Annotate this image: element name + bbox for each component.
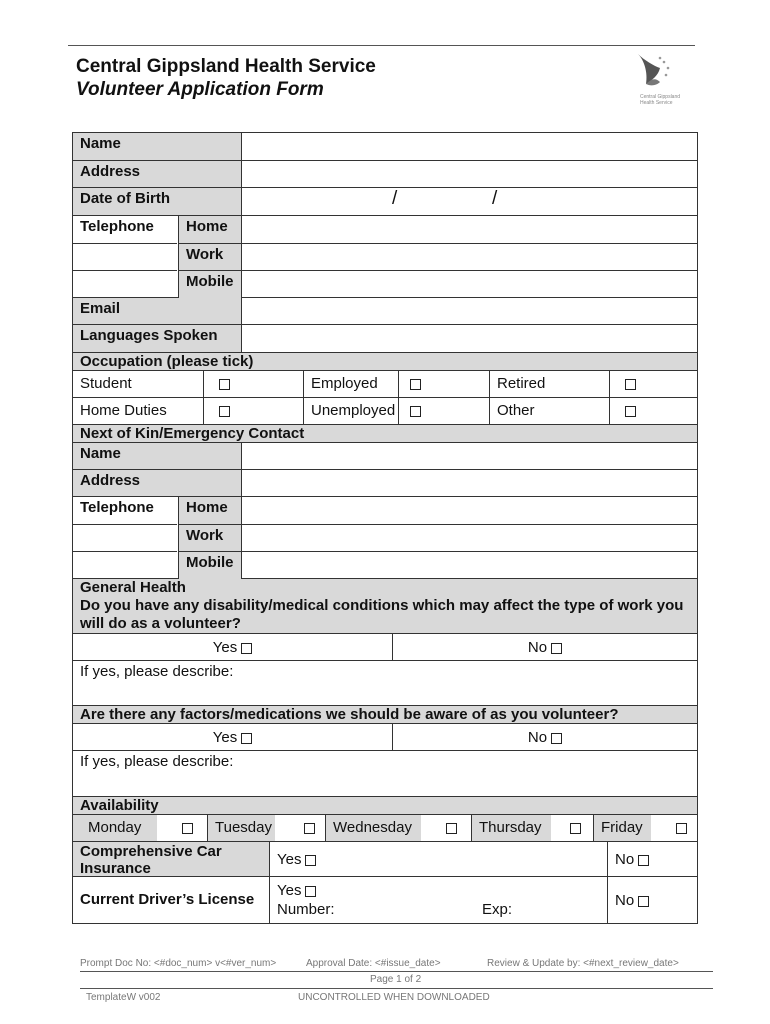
license-no-cell bbox=[607, 877, 697, 923]
label-telephone: Telephone bbox=[80, 218, 154, 235]
kin-heading: Next of Kin/Emergency Contact bbox=[80, 425, 305, 442]
kin-label-work: Work bbox=[178, 524, 241, 551]
health-question-2: Are there any factors/medications we should be aware of as you volunteer? bbox=[80, 706, 619, 723]
divider bbox=[73, 243, 177, 244]
row-dob bbox=[72, 188, 698, 216]
form-title: Volunteer Application Form bbox=[76, 79, 324, 100]
kin-label-address: Address bbox=[73, 470, 241, 496]
kin-label-name: Name bbox=[73, 443, 241, 469]
footer-rule-1 bbox=[80, 971, 713, 972]
kin-heading-row bbox=[72, 425, 698, 443]
label-name: Name bbox=[73, 133, 241, 160]
license-no-checkbox[interactable] bbox=[638, 896, 649, 907]
home-duties-checkbox[interactable] bbox=[219, 406, 230, 417]
kin-label-home: Home bbox=[178, 497, 241, 524]
kin-mobile-phone-field[interactable] bbox=[241, 551, 697, 579]
kin-row-telephone bbox=[72, 497, 698, 579]
kin-row-name bbox=[72, 443, 698, 470]
kin-address-field[interactable] bbox=[241, 470, 697, 496]
license-yes-label: Yes bbox=[277, 882, 302, 899]
license-detail-cell bbox=[269, 877, 607, 923]
footer-rule-2 bbox=[80, 988, 713, 989]
work-phone-field[interactable] bbox=[241, 243, 697, 270]
kin-label-telephone: Telephone bbox=[80, 499, 154, 516]
logo-text: Central Gippsland Health Service bbox=[640, 94, 681, 106]
availability-heading-row bbox=[72, 797, 698, 815]
occ-employed-cell bbox=[398, 371, 489, 397]
occ-student-cell bbox=[203, 371, 303, 397]
insurance-yes-checkbox[interactable] bbox=[305, 855, 316, 866]
footer-template: TemplateW v002 bbox=[86, 992, 161, 1003]
footer-page: Page 1 of 2 bbox=[370, 974, 422, 985]
label-dob: Date of Birth bbox=[73, 188, 241, 215]
insurance-row bbox=[72, 842, 698, 877]
row-languages bbox=[72, 325, 698, 353]
health-block bbox=[73, 579, 697, 633]
dob-slash-2: / bbox=[492, 188, 498, 209]
kin-row-address bbox=[72, 470, 698, 497]
occ-unemployed-cell bbox=[398, 398, 489, 424]
wednesday-checkbox[interactable] bbox=[446, 823, 457, 834]
dob-slash-1: / bbox=[392, 188, 398, 209]
q1-yes-label: Yes bbox=[212, 639, 238, 656]
kin-work-phone-field[interactable] bbox=[241, 524, 697, 551]
name-field[interactable] bbox=[241, 133, 697, 160]
q1-no-label: No bbox=[527, 639, 548, 656]
occupation-row-2 bbox=[72, 398, 698, 425]
day-tuesday-label: Tuesday bbox=[207, 815, 275, 841]
health-heading: General Health bbox=[80, 579, 186, 596]
q1-no-checkbox[interactable] bbox=[551, 643, 562, 654]
dob-field[interactable] bbox=[241, 188, 697, 215]
license-exp-label: Exp: bbox=[482, 901, 513, 918]
occ-other-label: Other bbox=[489, 398, 609, 424]
row-email bbox=[72, 298, 698, 325]
languages-field[interactable] bbox=[241, 325, 697, 352]
license-label: Current Driver’s License bbox=[80, 891, 255, 908]
q2-no-cell bbox=[392, 724, 697, 750]
q1-answer-row bbox=[72, 634, 698, 661]
license-yes-checkbox[interactable] bbox=[305, 886, 316, 897]
q2-yes-cell bbox=[73, 724, 392, 750]
availability-heading: Availability bbox=[80, 797, 159, 814]
occupation-row-1 bbox=[72, 371, 698, 398]
q2-answer-row bbox=[72, 724, 698, 751]
availability-days-row bbox=[72, 815, 698, 842]
divider bbox=[73, 524, 177, 525]
insurance-yes-cell bbox=[269, 842, 607, 876]
row-address bbox=[72, 161, 698, 188]
label-work: Work bbox=[178, 243, 241, 270]
day-tuesday-cell bbox=[275, 815, 325, 841]
insurance-no-label: No bbox=[615, 851, 635, 868]
q2-describe-field[interactable] bbox=[73, 751, 697, 796]
home-phone-field[interactable] bbox=[241, 216, 697, 243]
divider bbox=[73, 270, 177, 271]
occ-retired-cell bbox=[609, 371, 697, 397]
footer-review: Review & Update by: <#next_review_date> bbox=[487, 958, 679, 969]
footer-approval: Approval Date: <#issue_date> bbox=[306, 958, 441, 969]
q2-describe-row bbox=[72, 751, 698, 797]
row-name bbox=[72, 133, 698, 161]
q2-no-label: No bbox=[527, 729, 548, 746]
health-heading-row bbox=[72, 579, 698, 634]
occ-employed-label: Employed bbox=[303, 371, 398, 397]
q1-describe-row bbox=[72, 661, 698, 706]
friday-checkbox[interactable] bbox=[676, 823, 687, 834]
day-monday-label: Monday bbox=[88, 819, 142, 836]
student-checkbox[interactable] bbox=[219, 379, 230, 390]
day-friday-cell bbox=[651, 815, 697, 841]
q2-yes-checkbox[interactable] bbox=[241, 733, 252, 744]
other-checkbox[interactable] bbox=[625, 406, 636, 417]
retired-checkbox[interactable] bbox=[625, 379, 636, 390]
address-field[interactable] bbox=[241, 161, 697, 187]
email-field[interactable] bbox=[241, 298, 697, 324]
label-email: Email bbox=[73, 298, 241, 324]
label-languages: Languages Spoken bbox=[73, 325, 241, 352]
q2-describe-label: If yes, please describe: bbox=[80, 753, 234, 770]
unemployed-checkbox[interactable] bbox=[410, 406, 421, 417]
label-home: Home bbox=[178, 216, 241, 243]
q2-no-checkbox[interactable] bbox=[551, 733, 562, 744]
thursday-checkbox[interactable] bbox=[570, 823, 581, 834]
health-question-1: Do you have any disability/medical conditions which may affect the type of work you will do as a volunteer? bbox=[80, 597, 684, 632]
license-number-label: Number: bbox=[277, 901, 335, 918]
kin-name-field[interactable] bbox=[241, 443, 697, 469]
insurance-yes-label: Yes bbox=[277, 851, 302, 868]
day-wednesday-cell bbox=[421, 815, 471, 841]
occ-other-cell bbox=[609, 398, 697, 424]
monday-checkbox[interactable] bbox=[182, 823, 193, 834]
occupation-heading: Occupation (please tick) bbox=[80, 353, 254, 370]
day-monday-cell bbox=[157, 815, 207, 841]
q1-describe-field[interactable] bbox=[73, 661, 697, 705]
q2-heading-row bbox=[72, 706, 698, 724]
license-no-label: No bbox=[615, 892, 635, 909]
label-address: Address bbox=[73, 161, 241, 187]
footer-doc-no: Prompt Doc No: <#doc_num> v<#ver_num> bbox=[80, 958, 277, 969]
application-form bbox=[72, 132, 698, 924]
occ-home-duties-label: Home Duties bbox=[80, 402, 167, 419]
occ-unemployed-label: Unemployed bbox=[303, 398, 398, 424]
insurance-label: Comprehensive Car Insurance bbox=[73, 842, 269, 876]
q1-yes-checkbox[interactable] bbox=[241, 643, 252, 654]
q1-yes-cell bbox=[73, 634, 392, 660]
footer-uncontrolled: UNCONTROLLED WHEN DOWNLOADED bbox=[298, 992, 490, 1003]
occ-home-duties-cell bbox=[203, 398, 303, 424]
mobile-phone-field[interactable] bbox=[241, 270, 697, 298]
org-title: Central Gippsland Health Service bbox=[76, 56, 376, 77]
day-thursday-cell bbox=[551, 815, 593, 841]
tuesday-checkbox[interactable] bbox=[304, 823, 315, 834]
employed-checkbox[interactable] bbox=[410, 379, 421, 390]
license-row bbox=[72, 877, 698, 924]
header-rule bbox=[68, 45, 695, 46]
occ-retired-label: Retired bbox=[489, 371, 609, 397]
q1-describe-label: If yes, please describe: bbox=[80, 663, 234, 680]
q1-no-cell bbox=[392, 634, 697, 660]
occ-student-label: Student bbox=[80, 375, 132, 392]
divider bbox=[73, 551, 177, 552]
day-thursday-label: Thursday bbox=[471, 815, 551, 841]
day-friday-label: Friday bbox=[593, 815, 651, 841]
row-telephone bbox=[72, 216, 698, 298]
label-mobile: Mobile bbox=[178, 270, 241, 298]
day-wednesday-label: Wednesday bbox=[325, 815, 421, 841]
kin-label-mobile: Mobile bbox=[178, 551, 241, 579]
insurance-no-checkbox[interactable] bbox=[638, 855, 649, 866]
kin-home-phone-field[interactable] bbox=[241, 497, 697, 524]
q2-yes-label: Yes bbox=[212, 729, 238, 746]
occupation-heading-row bbox=[72, 353, 698, 371]
insurance-no-cell bbox=[607, 842, 697, 876]
